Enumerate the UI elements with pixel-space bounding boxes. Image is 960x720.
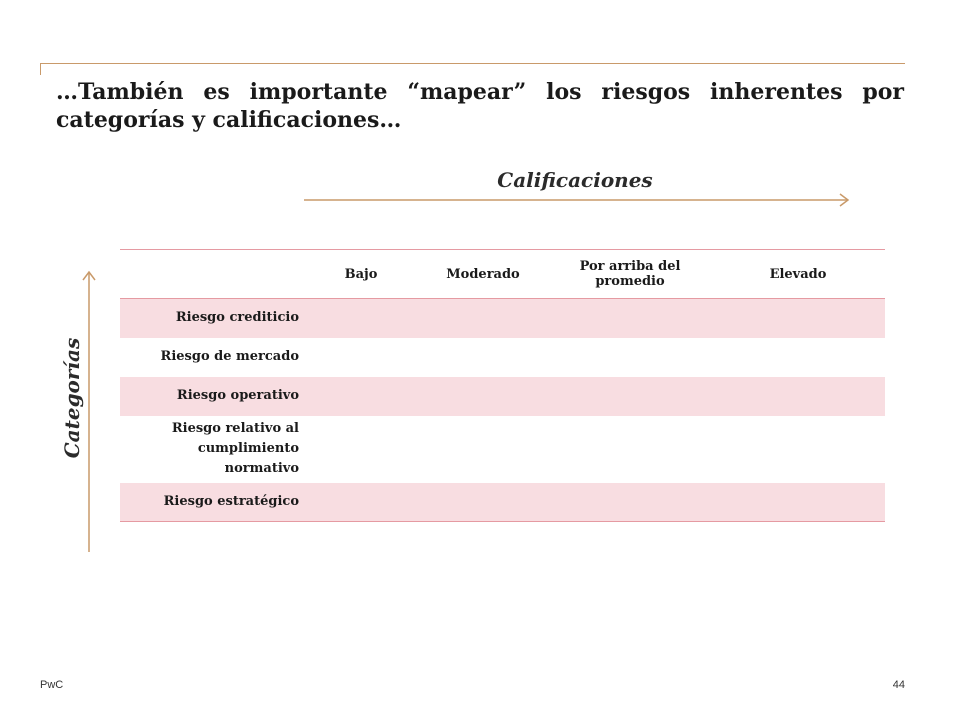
- columns-axis-label: Calificaciones: [497, 168, 653, 192]
- table-cell: [549, 416, 711, 483]
- table-cell: [305, 416, 417, 483]
- row-header: Riesgo de mercado: [160, 349, 299, 364]
- table-header-row: [120, 250, 885, 299]
- table-row: [120, 416, 885, 483]
- table-row: [120, 483, 885, 522]
- table-cell: [417, 483, 549, 522]
- table-cell: [549, 377, 711, 416]
- table-cell: [417, 299, 549, 338]
- table-cell: [711, 483, 885, 522]
- column-header: Elevado: [769, 266, 827, 282]
- row-header: Riesgo estratégico: [163, 493, 299, 509]
- table-cell: [549, 299, 711, 338]
- risk-matrix-table: [120, 249, 885, 522]
- table-cell: [711, 338, 885, 377]
- table-cell: [417, 377, 549, 416]
- page-number: 44: [892, 679, 905, 691]
- table-cell: [305, 338, 417, 377]
- table-cell: [305, 299, 417, 338]
- row-header: Riesgo relativo al cumplimiento normativo: [171, 421, 299, 476]
- brand-label: PwC: [40, 679, 64, 691]
- column-header: Moderado: [446, 266, 520, 282]
- table-cell: [711, 377, 885, 416]
- right-arrow-icon: [304, 193, 854, 207]
- top-rule: [40, 63, 905, 64]
- table-cell: [305, 483, 417, 522]
- table-cell: [549, 338, 711, 377]
- table-row: [120, 377, 885, 416]
- table-cell: [711, 416, 885, 483]
- slide-title: …También es importante “mapear” los riesgos inherentes por categorías y calificaciones…: [56, 79, 904, 133]
- table-cell: [711, 299, 885, 338]
- row-header: Riesgo operativo: [176, 388, 299, 403]
- table-row: [120, 338, 885, 377]
- row-header: Riesgo crediticio: [175, 310, 299, 326]
- column-header: Bajo: [344, 266, 378, 282]
- table-cell: [417, 338, 549, 377]
- up-arrow-icon: [82, 270, 96, 554]
- corner-tick: [40, 63, 41, 75]
- table-cell: [417, 416, 549, 483]
- rows-axis-label: Categorías: [60, 337, 84, 459]
- table-cell: [305, 377, 417, 416]
- column-header: Por arriba del promedio: [579, 259, 681, 289]
- table-row: [120, 299, 885, 338]
- header-corner-cell: [120, 250, 305, 299]
- table-cell: [549, 483, 711, 522]
